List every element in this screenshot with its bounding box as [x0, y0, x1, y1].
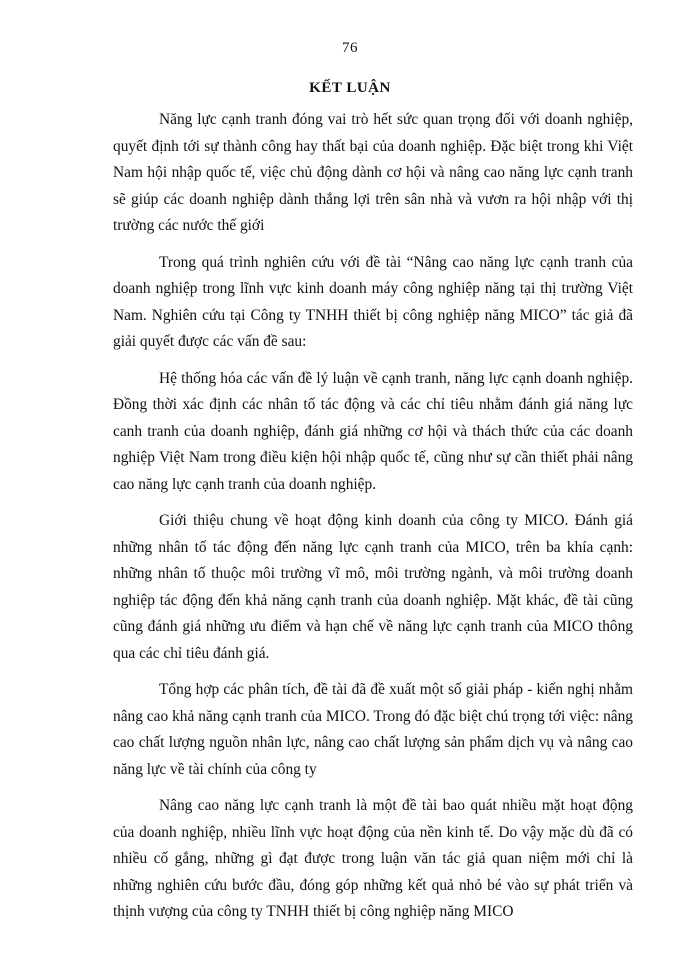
- document-body: [113, 107, 633, 936]
- paragraph-6: Nâng cao năng lực cạnh tranh là một đề tài bao quát nhiều mặt hoạt động của doanh nghiệp, nhiều lĩnh vực hoạt động của nền kinh tế. Do vậy mặc dù đã có nhiều cố gắng, những gì đạt được trong luận văn tác giả quan niệm mới chỉ là những nghiên cứu bước đầu, đóng góp những kết quả nhỏ bé vào sự phát triển và thịnh vượng của công ty TNHH thiết bị công nghiệp năng MICO: [113, 797, 633, 920]
- paragraph-5: Tổng hợp các phân tích, đề tài đã đề xuất một số giải pháp - kiến nghị nhằm nâng cao khả năng cạnh tranh của MICO. Trong đó đặc biệt chú trọng tới việc: nâng cao chất lượng nguồn nhân lực, nâng cao chất lượng sản phẩm dịch vụ và nâng cao năng lực về tài chính của công ty: [113, 681, 633, 778]
- paragraph-2: Trong quá trình nghiên cứu với đề tài “Nâng cao năng lực cạnh tranh của doanh nghiệp trong lĩnh vực kinh doanh máy công nghiệp năng tại thị trường Việt Nam. Nghiên cứu tại Công ty TNHH thiết bị công nghiệp năng MICO” tác giả đã giải quyết được các vấn đề sau:: [113, 253, 633, 350]
- page-number: 76: [342, 40, 358, 56]
- paragraph-4: Giới thiệu chung về hoạt động kinh doanh của công ty MICO. Đánh giá những nhân tố tác động đến năng lực cạnh tranh của MICO, trên ba khía cạnh: những nhân tố thuộc môi trường vĩ mô, môi trường ngành, và môi trường doanh nghiệp tác động đến khả năng cạnh tranh của doanh nghiệp. Mặt khác, đề tài cũng cũng đánh giá những ưu điểm và hạn chế về năng lực cạnh tranh của MICO thông qua các chỉ tiêu đánh giá.: [113, 512, 633, 662]
- paragraph-1: Năng lực cạnh tranh đóng vai trò hết sức quan trọng đối với doanh nghiệp, quyết định tới sự thành công hay thất bại của doanh nghiệp. Đặc biệt trong khi Việt Nam hội nhập quốc tế, việc chủ động dành cơ hội và nâng cao năng lực cạnh tranh sẽ giúp các doanh nghiệp dành thắng lợi trên sân nhà và vươn ra hội nhập với thị trường các nước thế giới: [113, 111, 633, 234]
- paragraph-3: Hệ thống hóa các vấn đề lý luận về cạnh tranh, năng lực cạnh doanh nghiệp. Đồng thời xác định các nhân tố tác động và các chỉ tiêu nhằm đánh giá năng lực canh tranh của doanh nghiệp, đánh giá những cơ hội và thách thức của các doanh nghiệp Việt Nam trong điều kiện hội nhập quốc tế, cũng như sự cần thiết phải nâng cao năng lực cạnh tranh của doanh nghiệp.: [113, 369, 633, 493]
- page-title: KẾT LUẬN: [309, 80, 391, 96]
